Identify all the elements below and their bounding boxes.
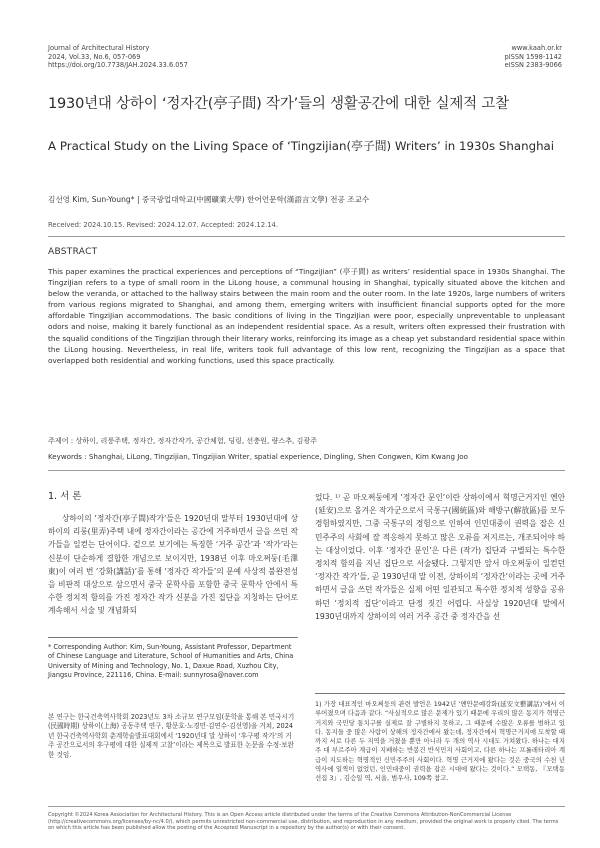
journal-pissn: pISSN 1598-1142 (504, 52, 562, 61)
journal-header-left (48, 44, 188, 70)
article-dates: Received: 2024.10.15. Revised: 2024.12.07. Accepted: 2024.12.14. (48, 221, 279, 229)
divider-copyright (48, 806, 565, 807)
intro-paragraph-left: 상하이의 ‘정자간(亭子間)작가’들은 1920년대 말부터 1930년대에 상하이의 리룽(里弄)주택 내에 정자간이라는 공간에 거주하면서 글을 쓰던 작가들을 일컫는 단어이다. 겉으로 보기에는 특징한 ‘거주 공간’과 ‘작가’라는 신분이 단순하게 결합한 개념으로 보이지만, 1938년 이후 마오쩌둥(毛澤東)이 여러 번 ‘강화(講話)’를 통해 ‘정자간 작가들’의 문예 사상적 불완전성을 비판적 대상으로 삼으면서 중국 문학사를 포함한 중국 문학사 안에서 특수한 정치적 함의를 가진 정자간 작가 신분을 가진 집단을 지칭하는 단어로 계속해서 서술 및 개념화되 (48, 514, 298, 616)
divider-keywords (48, 470, 565, 471)
title-english: A Practical Study on the Living Space of ‘Tingzijian(亭子間) Writers’ in 1930s Shanghai (48, 139, 555, 153)
journal-website[interactable]: www.kaah.or.kr (511, 44, 562, 52)
keywords-english: Keywords : Shanghai, LiLong, Tingzijian, Tingzijian Writer, spatial experience, Dingling, Shen Congwen, Kim Kwang Joo (48, 452, 468, 461)
footnote-1: 1) 가장 대표적인 마오쩌둥의 관련 발언은 1942년 ‘옌안문예강화(延安文藝講話)’에서 이루어졌으며 다음과 같다. “사실적으로 많은 문제가 있기 때문에 우리의 많은 동지가 혁명근거지와 국민당 통치구를 실제로 잘 구별하지 못하고, 그 때문에 수많은 오류를 범하고 있다. 동지들 중 많은 사람이 상해의 정자간에서 왔는데, 정자간에서 혁명근거지에 도착할 때까지 서로 다른 두 지역을 거쳤을 뿐만 아니라 두 개의 역사 시대도 거쳐왔다. 하나는 대지주 대 부르주아 계급이 지배하는 반봉건 반식민지 사회이고, 다른 하나는 프롤레타리아 계급이 지도하는 혁명적인 신민주주의 사회이다. 혁명 근거지에 왔다는 것은 중국의 수천 년 역사에 일찍이 없었던, 인민대중이 권력을 잡은 시대에 왔다는 것이다.” 모택동, 『모택동 선집 3』, 김승일 역, 서울, 범우사, 109쪽 참고. (315, 700, 565, 783)
journal-doi[interactable]: https://doi.org/10.7738/JAH.2024.33.6.057 (48, 61, 188, 70)
funding-note: 본 연구는 한국건축역사학회 2023년도 3차 소규모 연구모임(문학을 통해 본 민국시기(民國時期) 상하이(上海) 공동주택 연구, 황문호·노경민·김연수·김선영)을 거쳐, 2024년 한국건축역사학회 춘계학술발표대회에서 ‘1920년대 말 상하이 ‘후구평 작가’의 거주 공간으로서의 후구평에 대한 실제적 고찰’이라는 제목으로 발표한 논문을 수정·보완한 것임. (48, 713, 295, 759)
corresponding-author-note: * Corresponding Author: Kim, Sun-Young, Assistant Professor, Department of Chinese Language and Literature, School of Humanities and Arts, China University of Mining and Technology, No. 1, Daxue Road, Xuzhou City, Jiangsu Province, 221116, China. E-mail: sunnyrosa@naver.com (48, 643, 294, 680)
journal-eissn: eISSN 2383-9066 (504, 61, 562, 70)
abstract-heading: ABSTRACT (48, 247, 98, 257)
intro-paragraph-right: 었다. ¹⁾ 곧 마오쩌둥에게 ‘정자간 문인’이란 상하이에서 혁명근거지인 옌안(延安)으로 올겨온 작가군으로서 국통구(國統區)와 해방구(解放區)를 모두 경험하였지만, 그중 국통구의 경험으로 인하여 인민대중이 권력을 잡은 신민주주의 사회에 잘 적응하지 못하고 많은 오류를 저지르는, 개조되어야 하는 대상이었다. 이후 ‘정자간 문인’은 다른 (작가) 집단과 구별되는 특수한 정치적 함의를 지닌 집단으로 서술됐다. 그렇지만 앞서 마오쩌둥이 일컫던 ‘정자간 작가’들, 곧 1930년대 말 이전, 상하이의 ‘정자간’이라는 곳에 거주하면서 글을 쓰던 작가들은 실제 어떤 일관되고 특수한 정치적 성향을 공유하던 ‘정치적 집단’이라고 단정 짓긴 어렵다. 사실상 1920년대 말에서 1930년대까지 상하이의 여러 거주 공간 중 정자간을 선 (315, 493, 565, 621)
abstract-text: This paper examines the practical experiences and perceptions of “TingziJian” (亭子間) as writers’ residential space in 1930s Shanghai. The TingziJian refers to a type of small room in the LiLong house, a communal housing in Shanghai, typically situated above the kitchen and below the veranda, or attached to the hallway stairs between the main room and the outer room. In the late 1920s, large numbers of writers from various regions migrated to Shanghai, and among them, emerging writers with insufficient financial supports opted for the more affordable TingziJian accommodations. The basic conditions of living in the TingziJian were poor, especially unpreventable to unpleasant odors and noise, making it barely functional as an independent residential space. As a result, writers often expressed their frustration with the squalid conditions of the TingziJian through their literary works, reinforcing its image as a cheap yet substandard residential space within the LiLong housing. Nevertheless, in real life, writers took full advantage of this low rent, recognizing the TingziJian as a space that overlapped both residential and working functions, used this space practically. (48, 267, 565, 365)
footnote-divider-right (315, 693, 565, 694)
journal-volume: 2024, Vol.33, No.6, 057-069 (48, 52, 141, 61)
keywords-korean: 주제어 : 상하이, 리룽주택, 정자간, 정자간작가, 공간체험, 딩링, 선충원, 량스추, 김광주 (48, 436, 318, 445)
footnote-divider-left (48, 637, 298, 638)
copyright-notice: Copyright ©2024 Korea Association for Architectural History. This is an Open Access article distributed under the terms of the Creative Commons Attribution-NonCommercial License (http://creativecommons.org/licenses/by-nc/4.0/), which permits unrestricted non-commercial use, distribution, and reproduction in any medium, provided the original work is properly cited. The terms on which this article has been published allow the posting of the Accepted Manuscript in a repository by the author(s) or with their consent. (48, 812, 559, 832)
author-line: 김선영 Kim, Sun-Young* | 중국광업대학교(中國礦業大學) 한어언문학(漢語言文學) 전공 조교수 (48, 195, 370, 204)
title-korean: 1930년대 상하이 ‘정자간(亭子間) 작가’들의 생활공간에 대한 실제적 고찰 (48, 96, 509, 112)
journal-name: Journal of Architectural History (48, 44, 150, 52)
divider-top (48, 236, 565, 237)
section-heading-introduction: 1. 서 론 (48, 491, 82, 502)
journal-header-right (505, 44, 562, 70)
